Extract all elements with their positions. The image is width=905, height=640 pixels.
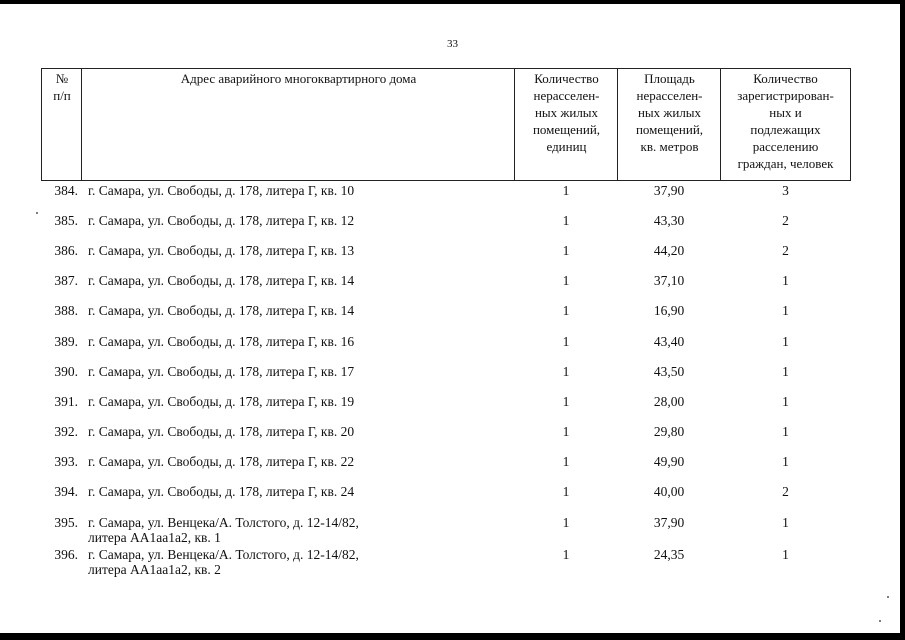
table-row [0, 454, 905, 482]
table-row [0, 273, 905, 301]
row-unit-count: 1 [562, 515, 570, 530]
row-residents: 1 [782, 515, 789, 530]
row-area: 40,00 [653, 484, 685, 499]
row-address: г. Самара, ул. Свободы, д. 178, литера Г, кв. 10 [88, 183, 355, 198]
row-residents: 1 [782, 303, 789, 318]
row-address: г. Самара, ул. Венцека/А. Толстого, д. 12-14/82, литера АА1аа1а2, кв. 2 [88, 547, 359, 577]
row-address: г. Самара, ул. Свободы, д. 178, литера Г, кв. 16 [88, 334, 355, 349]
scan-speck [887, 596, 889, 598]
row-area: 43,40 [653, 334, 685, 349]
table-row [0, 424, 905, 452]
page-number: 33 [447, 38, 458, 50]
row-number: 388. [54, 303, 78, 318]
row-unit-count: 1 [562, 334, 570, 349]
row-unit-count: 1 [562, 273, 570, 288]
row-unit-count: 1 [562, 243, 570, 258]
row-area: 37,10 [653, 273, 685, 288]
row-residents: 1 [782, 273, 789, 288]
table-row [0, 547, 905, 575]
row-address: г. Самара, ул. Свободы, д. 178, литера Г, кв. 14 [88, 273, 355, 288]
row-number: 391. [54, 394, 78, 409]
row-unit-count: 1 [562, 424, 570, 439]
row-residents: 2 [782, 243, 789, 258]
row-address: г. Самара, ул. Свободы, д. 178, литера Г, кв. 22 [88, 454, 355, 469]
row-unit-count: 1 [562, 547, 570, 562]
row-number: 392. [54, 424, 78, 439]
header-unit-count-label: Количество нерасселен- ных жилых помещений, единиц [532, 71, 601, 154]
row-address: г. Самара, ул. Свободы, д. 178, литера Г, кв. 14 [88, 303, 355, 318]
row-area: 28,00 [653, 394, 685, 409]
row-unit-count: 1 [562, 303, 570, 318]
row-residents: 2 [782, 484, 789, 499]
row-area: 29,80 [653, 424, 685, 439]
row-address: г. Самара, ул. Свободы, д. 178, литера Г, кв. 12 [88, 213, 355, 228]
row-residents: 1 [782, 454, 789, 469]
row-residents: 1 [782, 394, 789, 409]
row-area: 37,90 [653, 183, 685, 198]
row-number: 390. [54, 364, 78, 379]
row-address: г. Самара, ул. Свободы, д. 178, литера Г, кв. 20 [88, 424, 355, 439]
table-row [0, 394, 905, 422]
row-residents: 3 [782, 183, 789, 198]
table-row [0, 334, 905, 362]
row-address: г. Самара, ул. Свободы, д. 178, литера Г, кв. 17 [88, 364, 355, 379]
table-row [0, 303, 905, 331]
row-address: г. Самара, ул. Венцека/А. Толстого, д. 12-14/82, литера АА1аа1а2, кв. 1 [88, 515, 359, 545]
row-number: 385. [54, 213, 78, 228]
row-number: 394. [54, 484, 78, 499]
row-area: 49,90 [653, 454, 685, 469]
row-address: г. Самара, ул. Свободы, д. 178, литера Г, кв. 24 [88, 484, 355, 499]
header-residents-label: Количество зарегистрирован- ных и подлежащих расселению граждан, человек [737, 71, 834, 171]
row-address: г. Самара, ул. Свободы, д. 178, литера Г, кв. 13 [88, 243, 355, 258]
header-address-label: Адрес аварийного многоквартирного дома [180, 71, 417, 86]
table-row [0, 213, 905, 241]
row-residents: 1 [782, 334, 789, 349]
table-row [0, 515, 905, 543]
table-row [0, 183, 905, 211]
table-row [0, 364, 905, 392]
row-area: 37,90 [653, 515, 685, 530]
row-number: 395. [54, 515, 78, 530]
row-unit-count: 1 [562, 183, 570, 198]
row-area: 16,90 [653, 303, 685, 318]
row-residents: 1 [782, 364, 789, 379]
row-number: 389. [54, 334, 78, 349]
row-number: 387. [54, 273, 78, 288]
row-residents: 1 [782, 547, 789, 562]
row-unit-count: 1 [562, 394, 570, 409]
header-number-label: № п/п [53, 71, 71, 103]
row-residents: 2 [782, 213, 789, 228]
row-unit-count: 1 [562, 454, 570, 469]
row-area: 43,30 [653, 213, 685, 228]
row-residents: 1 [782, 424, 789, 439]
row-unit-count: 1 [562, 364, 570, 379]
row-unit-count: 1 [562, 213, 570, 228]
row-area: 43,50 [653, 364, 685, 379]
header-area-label: Площадь нерасселен- ных жилых помещений, кв. метров [635, 71, 704, 154]
row-address: г. Самара, ул. Свободы, д. 178, литера Г, кв. 19 [88, 394, 355, 409]
row-unit-count: 1 [562, 484, 570, 499]
row-number: 386. [54, 243, 78, 258]
row-number: 384. [54, 183, 78, 198]
scan-speck [36, 212, 38, 214]
table-row [0, 243, 905, 271]
row-number: 393. [54, 454, 78, 469]
row-area: 24,35 [653, 547, 685, 562]
row-area: 44,20 [653, 243, 685, 258]
row-number: 396. [54, 547, 78, 562]
scan-speck [879, 620, 881, 622]
table-row [0, 484, 905, 512]
